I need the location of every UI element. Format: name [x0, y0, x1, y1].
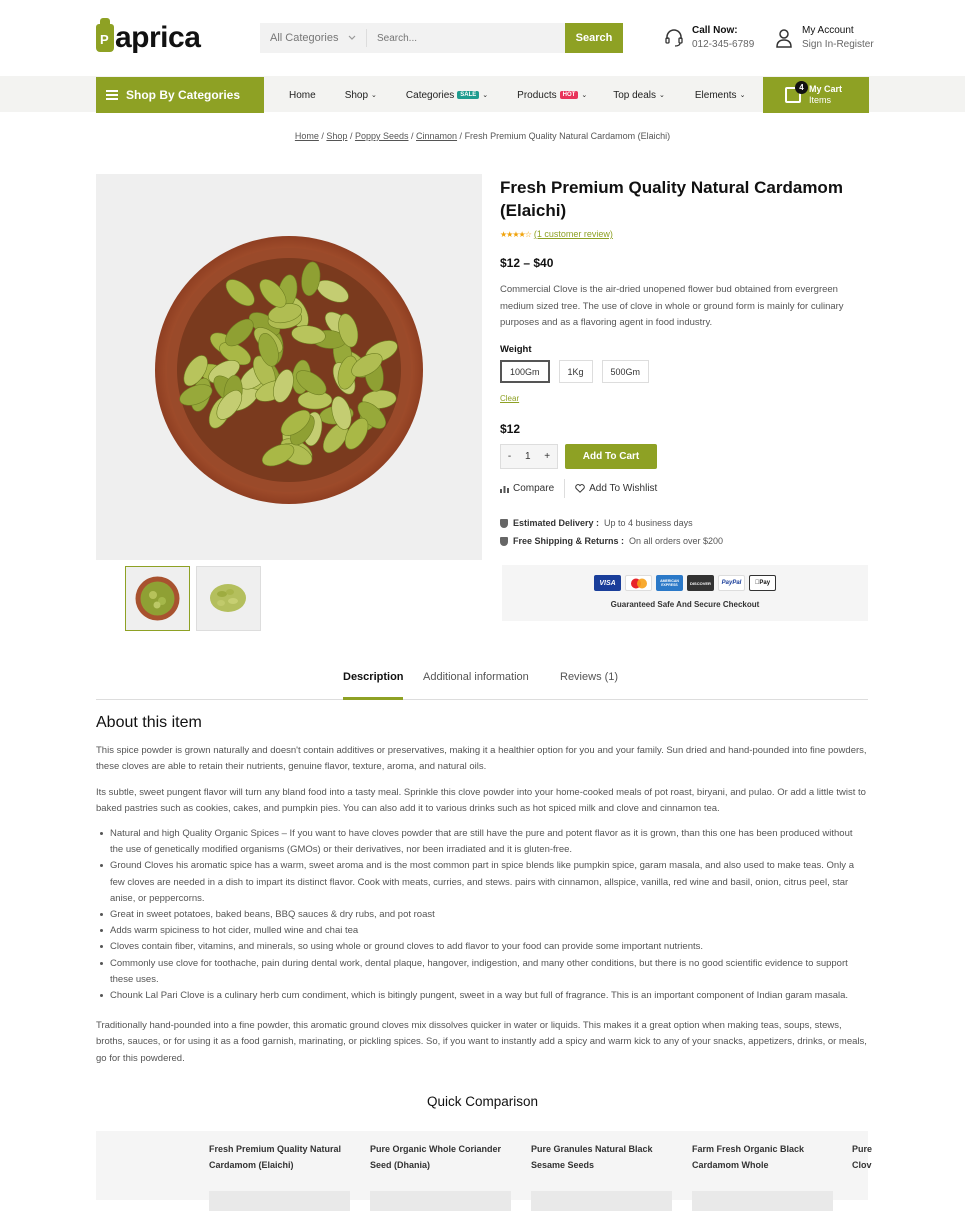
- logo-text: aprica: [115, 21, 201, 54]
- cart-subtitle: Items: [809, 95, 832, 105]
- chevron-down-icon: ⌄: [482, 92, 489, 99]
- menu-item-label: Shop: [344, 89, 369, 101]
- call-phone: 012-345-6789: [692, 39, 755, 50]
- chevron-down-icon: ⌄: [659, 92, 665, 99]
- variation-price: $12: [500, 422, 521, 436]
- search-input[interactable]: [367, 23, 565, 53]
- delivery-value: Up to 4 business days: [604, 518, 693, 528]
- weight-option-1kg[interactable]: 1Kg: [559, 360, 593, 383]
- logo-jar-icon: [96, 24, 114, 52]
- cardamom-bowl-image: [96, 174, 482, 560]
- weight-option-500gm[interactable]: 500Gm: [602, 360, 650, 383]
- add-to-wishlist-button[interactable]: [575, 483, 657, 494]
- compare-button[interactable]: [500, 483, 554, 494]
- menu-item-label: Home: [289, 89, 316, 101]
- menu-item-products[interactable]: [517, 90, 587, 101]
- headset-icon: [664, 28, 684, 48]
- menu-item-shop[interactable]: [345, 90, 377, 101]
- chevron-down-icon: ⌄: [371, 92, 377, 99]
- payment-methods: [502, 575, 868, 591]
- list-item: Adds warm spiciness to hot cider, mulled wine and chai tea: [110, 923, 868, 939]
- apple-pay-label: Pay: [757, 580, 768, 586]
- thumbnail-pods-image: [197, 567, 260, 630]
- weight-options: [500, 360, 649, 383]
- short-description: Commercial Clove is the air-dried unopened flower bud obtained from evergreen medium sized tree. The use of clove in whole or ground form is mainly for culinary purposes and as a flavoring agent in food industry.: [500, 284, 844, 328]
- secure-checkout-text: Guaranteed Safe And Secure Checkout: [610, 600, 760, 609]
- about-heading: About this item: [96, 714, 202, 731]
- comparison-image-placeholder: [209, 1191, 350, 1211]
- bar-chart-icon: [500, 485, 509, 493]
- menu-item-label: Elements: [694, 89, 737, 101]
- menu-item-categories[interactable]: [406, 90, 488, 101]
- product-main-image[interactable]: [96, 174, 482, 560]
- about-paragraph-3: Traditionally hand-pounded into a fine powder, this aromatic ground cloves mix dissolves quicker in water or liquids. This makes it a great option when making teas, soups, stews, broths, sauces, or for using it as a food garnish, marinating, or pickling spices. So, if you want to instantly add a spicy and warm kick to any of your snacks, appetizers, drinks, or meals, go for this powdered.: [96, 1020, 867, 1064]
- comparison-item-title[interactable]: Pure Granules Natural Black Sesame Seeds: [531, 1144, 653, 1170]
- menu-item-label: Top deals: [613, 89, 656, 101]
- product-tabs: [96, 660, 868, 700]
- search-button[interactable]: Search: [565, 23, 623, 53]
- chevron-down-icon: ⌄: [581, 92, 588, 99]
- tab-additional-information[interactable]: Additional information: [423, 671, 529, 683]
- category-select[interactable]: [260, 29, 367, 47]
- main-menu: [289, 77, 745, 113]
- review-link[interactable]: (1 customer review): [533, 229, 613, 239]
- comparison-image-placeholder: [370, 1191, 511, 1211]
- search-bar: [260, 23, 623, 53]
- list-item: Ground Cloves his aromatic spice has a warm, sweet aroma and is the most common part in spice blends like pumpkin spice, garam masala, and also used to make teas. Only a few cloves are needed in a dish to impart its distinct flavor. Cook with meats, curries, and stews. pairs with cinnamon, allspice, vanilla, red wine and basil, onion, citrus peel, star anise, or peppercorns.: [110, 858, 868, 907]
- shopping-bag-icon: [785, 83, 804, 103]
- comparison-image-placeholder: [531, 1191, 672, 1211]
- tab-description[interactable]: Description: [343, 671, 404, 683]
- account-signin[interactable]: Sign In-Register: [802, 39, 874, 50]
- user-icon: [774, 28, 794, 48]
- logo-letter: P: [100, 32, 109, 47]
- estimated-delivery: [500, 518, 693, 528]
- shop-by-categories-label: Shop By Categories: [126, 88, 241, 102]
- mastercard-icon: [625, 575, 652, 591]
- menu-item-home[interactable]: [289, 90, 316, 101]
- thumbnail-bowl-image: [126, 567, 189, 630]
- about-bullets: [110, 826, 868, 1004]
- shipping-label: Free Shipping & Returns :: [513, 536, 625, 546]
- heart-icon: [575, 484, 585, 493]
- quick-comparison-heading: Quick Comparison: [426, 1094, 539, 1109]
- shield-check-icon: [500, 519, 508, 528]
- product-thumbnail-2[interactable]: [196, 566, 261, 631]
- active-tab-indicator: [343, 697, 403, 700]
- wishlist-label: Add To Wishlist: [589, 483, 658, 494]
- breadcrumb-current: Fresh Premium Quality Natural Cardamom (Elaichi): [464, 131, 671, 141]
- comparison-item-title[interactable]: Pure Organic Whole Coriander Seed (Dhania): [370, 1144, 502, 1170]
- list-item: Chounk Lal Pari Clove is a culinary herb cum condiment, which is bitingly pungent, sweet in a way but full of fragrance. This is an important component of Indian garam masala.: [110, 988, 868, 1004]
- chevron-down-icon: [348, 35, 356, 41]
- qty-increase-button[interactable]: +: [544, 451, 551, 462]
- cart-title: My Cart: [809, 84, 843, 94]
- menu-item-label: Products: [517, 89, 557, 101]
- menu-item-elements[interactable]: [695, 90, 746, 101]
- sale-badge: SALE: [457, 91, 479, 99]
- menu-item-label: Categories: [405, 89, 455, 101]
- menu-item-top-deals[interactable]: [613, 90, 665, 101]
- qty-decrease-button[interactable]: -: [507, 451, 512, 462]
- account-title: My Account: [802, 25, 854, 36]
- shop-by-categories-button[interactable]: [96, 77, 264, 113]
- quantity-stepper: [500, 444, 558, 469]
- breadcrumb-home[interactable]: Home: [294, 131, 319, 141]
- list-item: Commonly use clove for toothache, pain during dental work, dental plaque, hangover, indigestion, and many other conditions, but there is no good scientific evidence to support these uses.: [110, 956, 868, 988]
- apple-pay-icon: [749, 575, 776, 591]
- call-title: Call Now:: [692, 25, 738, 36]
- paypal-icon: PayPal: [718, 575, 745, 591]
- comparison-item-title[interactable]: Pure Clov: [852, 1144, 873, 1170]
- weight-option-100gm[interactable]: 100Gm: [500, 360, 550, 383]
- call-now[interactable]: [664, 24, 754, 52]
- cart-count-badge: 4: [795, 81, 808, 94]
- shipping-value: On all orders over $200: [629, 536, 724, 546]
- logo[interactable]: [96, 20, 200, 56]
- product-thumbnail-1[interactable]: [125, 566, 190, 631]
- price-range: $12 – $40: [500, 256, 554, 270]
- hot-badge: HOT: [560, 91, 579, 99]
- category-select-value: All Categories: [270, 32, 339, 44]
- comparison-table: [96, 1131, 873, 1200]
- compare-label: Compare: [513, 483, 555, 494]
- product-title: Fresh Premium Quality Natural Cardamom (Elaichi): [500, 178, 843, 220]
- about-paragraph-2: Its subtle, sweet pungent flavor will turn any bland food into a tasty meal. Sprinkle this clove powder into your home-cooked meals of pot roast, biryani, and pulao. Or add a little twist to baked pastries such as cookies, cakes, and pumpkin pies. You can also add it to various drinks such as hot spiced milk and clove and cinnamon tea.: [96, 787, 866, 815]
- menu-icon: [106, 90, 118, 100]
- breadcrumb-poppy-seeds[interactable]: Poppy Seeds: [354, 131, 409, 141]
- my-account[interactable]: [774, 24, 874, 52]
- breadcrumb: Home / Shop / Poppy Seeds / Cinnamon / Fresh Premium Quality Natural Cardamom (Elaichi): [294, 131, 671, 141]
- comparison-item-title[interactable]: Fresh Premium Quality Natural Cardamom (Elaichi): [209, 1144, 342, 1170]
- breadcrumb-shop[interactable]: Shop: [326, 131, 348, 141]
- weight-label: Weight: [500, 344, 532, 355]
- delivery-label: Estimated Delivery :: [513, 518, 600, 528]
- amex-icon: AMERICAN EXPRESS: [656, 575, 683, 591]
- breadcrumb-cinnamon[interactable]: Cinnamon: [416, 131, 458, 141]
- free-shipping: [500, 536, 723, 546]
- tab-reviews[interactable]: Reviews (1): [560, 671, 619, 683]
- list-item: Great in sweet potatoes, baked beans, BBQ sauces & dry rubs, and pot roast: [110, 907, 868, 923]
- list-item: Cloves contain fiber, vitamins, and minerals, so using whole or ground cloves to add flavor to your food can provide some important nutrients.: [110, 939, 868, 955]
- discover-icon: DISCOVER: [687, 575, 714, 591]
- clear-selection-link[interactable]: Clear: [500, 394, 520, 403]
- star-rating-icon: ★★★★☆: [500, 229, 531, 239]
- list-item: Natural and high Quality Organic Spices – If you want to have cloves powder that are still have the pure and potent flavor as it is grown, than this one has been produced without the use of genetically modified organisms (GMOs) or their derivatives, nor been irradiated and it is gluten-free.: [110, 826, 868, 858]
- product-rating: [500, 229, 613, 239]
- product-actions: [500, 479, 657, 498]
- comparison-image-placeholder: [692, 1191, 833, 1211]
- divider: [564, 479, 565, 498]
- qty-input[interactable]: 1: [524, 451, 531, 462]
- comparison-item-title[interactable]: Farm Fresh Organic Black Cardamom Whole: [692, 1144, 805, 1170]
- shield-check-icon: [500, 537, 508, 546]
- chevron-down-icon: ⌄: [739, 92, 746, 99]
- about-paragraph-1: This spice powder is grown naturally and doesn't contain additives or preservatives, making it a healthier option for you and your family. Sun dried and hand-pounded into fine powders, these cloves are able to retain their nutrients, genuine flavor, texture, aroma, and natural oils.: [96, 745, 867, 773]
- my-cart-button[interactable]: [763, 77, 869, 113]
- secure-checkout-box: [502, 565, 868, 621]
- visa-icon: VISA: [594, 575, 621, 591]
- add-to-cart-button[interactable]: Add To Cart: [565, 444, 657, 469]
